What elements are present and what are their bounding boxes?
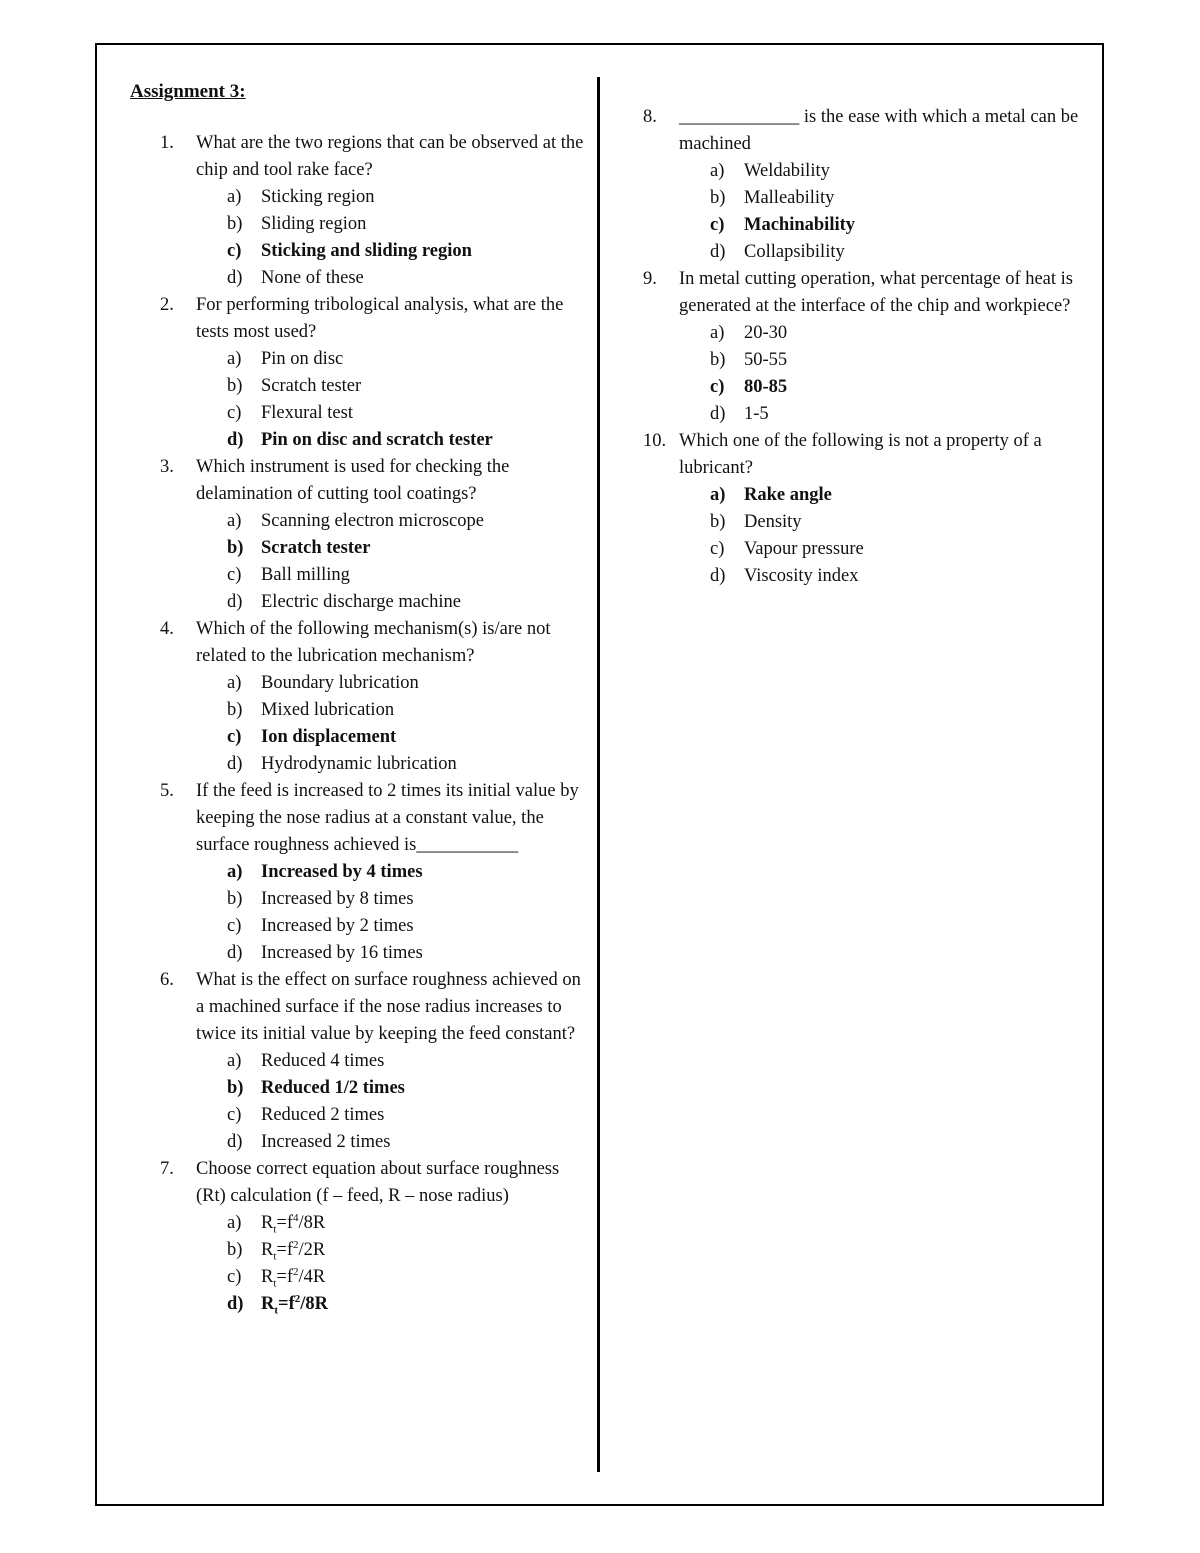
question-number: 7. — [160, 1159, 174, 1179]
option-letter: a) — [710, 161, 725, 181]
option-text: None of these — [261, 268, 364, 288]
option-letter: b) — [227, 1240, 243, 1260]
option-letter: b) — [227, 889, 243, 909]
option-letter: b) — [227, 1078, 244, 1098]
question-text: For performing tribological analysis, what are the tests most used? — [196, 295, 564, 342]
correct-answer — [160, 238, 590, 265]
question-text: Which one of the following is not a property of a lubricant? — [679, 431, 1042, 478]
question-10 — [643, 428, 1083, 590]
question-4 — [160, 616, 590, 778]
question-number: 8. — [643, 107, 657, 127]
option-letter: d) — [227, 1132, 243, 1152]
option-text: Increased by 16 times — [261, 943, 423, 963]
option-text: Increased 2 times — [261, 1132, 391, 1152]
option-text: Increased by 2 times — [261, 916, 414, 936]
option-letter: c) — [227, 727, 242, 747]
option-text: Increased by 8 times — [261, 889, 414, 909]
option-letter: b) — [227, 376, 243, 396]
option-letter: d) — [710, 242, 726, 262]
question-text: Choose correct equation about surface roughness (Rt) calculation (f – feed, R – nose radius) — [196, 1159, 560, 1206]
option-letter: c) — [710, 539, 725, 559]
option-letter: c) — [227, 1105, 242, 1125]
option-letter: a) — [227, 1213, 242, 1233]
question-text: What is the effect on surface roughness achieved on a machined surface if the nose radius increases to twice its initial value by keeping the feed constant? — [196, 970, 581, 1044]
left-column — [160, 130, 590, 1318]
correct-answer — [643, 212, 1083, 239]
question-5 — [160, 778, 590, 967]
question-3 — [160, 454, 590, 616]
correct-answer — [160, 1291, 590, 1318]
option-text: Sticking and sliding region — [261, 241, 472, 261]
option-letter: c) — [227, 565, 242, 585]
option-equation: $R_t=f^2/2R$ — [261, 1238, 326, 1263]
option-text: Sticking region — [261, 187, 375, 207]
correct-answer — [160, 535, 590, 562]
option-text: Ball milling — [261, 565, 350, 585]
question-number: 3. — [160, 457, 174, 477]
option-text: Vapour pressure — [744, 539, 864, 559]
option-text: Scratch tester — [261, 376, 362, 396]
question-text: Which instrument is used for checking the delamination of cutting tool coatings? — [196, 457, 510, 504]
option-letter: d) — [227, 268, 243, 288]
right-column — [643, 104, 1083, 590]
option-text: Pin on disc and scratch tester — [261, 430, 493, 450]
option-letter: a) — [227, 187, 242, 207]
option-text: 80-85 — [744, 377, 788, 397]
option-text: Increased by 4 times — [261, 862, 423, 882]
option-letter: d) — [710, 404, 726, 424]
option-text: Pin on disc — [261, 349, 344, 369]
option-text: Flexural test — [261, 403, 353, 423]
question-number: 2. — [160, 295, 174, 315]
option-text: Malleability — [744, 188, 835, 208]
question-number: 5. — [160, 781, 174, 801]
option-text: Mixed lubrication — [261, 700, 395, 720]
option-text: 1-5 — [744, 404, 769, 424]
option-text: Sliding region — [261, 214, 367, 234]
question-number: 4. — [160, 619, 174, 639]
option-text: Scratch tester — [261, 538, 371, 558]
option-text: Collapsibility — [744, 242, 845, 262]
option-letter: c) — [227, 916, 242, 936]
option-letter: d) — [227, 1294, 244, 1314]
option-equation: $R_t=f^2/8R$ — [261, 1292, 328, 1317]
option-letter: b) — [227, 214, 243, 234]
option-letter: c) — [710, 215, 725, 235]
correct-answer — [160, 1075, 590, 1102]
option-letter: b) — [710, 188, 726, 208]
question-text: In metal cutting operation, what percentage of heat is generated at the interface of the chip and workpiece? — [679, 269, 1074, 316]
option-text: Weldability — [744, 161, 830, 181]
option-letter: c) — [227, 403, 242, 423]
option-letter: a) — [710, 485, 726, 505]
question-text: If the feed is increased to 2 times its initial value by keeping the nose radius at a constant value, the surface roughness achieved is___________ — [196, 781, 579, 855]
option-text: 20-30 — [744, 323, 788, 343]
option-letter: a) — [227, 349, 242, 369]
option-text: Reduced 1/2 times — [261, 1078, 405, 1098]
question-1 — [160, 130, 590, 292]
option-letter: b) — [227, 700, 243, 720]
option-letter: b) — [710, 350, 726, 370]
option-letter: c) — [227, 1267, 242, 1287]
question-number: 6. — [160, 970, 174, 990]
option-letter: a) — [227, 511, 242, 531]
option-letter: d) — [227, 430, 244, 450]
column-divider — [597, 77, 600, 1472]
question-7 — [160, 1156, 590, 1318]
question-text: What are the two regions that can be observed at the chip and tool rake face? — [196, 133, 584, 180]
correct-answer — [160, 859, 590, 886]
option-equation: $R_t=f^4/8R$ — [261, 1211, 326, 1236]
option-letter: d) — [227, 754, 243, 774]
option-letter: d) — [227, 592, 243, 612]
correct-answer — [643, 482, 1083, 509]
option-letter: b) — [227, 538, 244, 558]
correct-answer — [160, 724, 590, 751]
option-letter: c) — [710, 377, 725, 397]
option-letter: a) — [227, 862, 243, 882]
option-letter: d) — [227, 943, 243, 963]
option-text: Machinability — [744, 215, 856, 235]
option-letter: c) — [227, 241, 242, 261]
option-text: 50-55 — [744, 350, 788, 370]
option-equation: $R_t=f^2/4R$ — [261, 1265, 326, 1290]
option-text: Ion displacement — [261, 727, 397, 747]
correct-answer — [643, 374, 1083, 401]
option-text: Boundary lubrication — [261, 673, 419, 693]
question-text: _____________ is the ease with which a metal can be machined — [679, 107, 1079, 154]
question-number: 9. — [643, 269, 657, 289]
question-2 — [160, 292, 590, 454]
option-text: Reduced 2 times — [261, 1105, 385, 1125]
option-text: Rake angle — [744, 485, 832, 505]
option-text: Reduced 4 times — [261, 1051, 385, 1071]
option-text: Viscosity index — [744, 566, 859, 586]
option-text: Electric discharge machine — [261, 592, 461, 612]
question-text: Which of the following mechanism(s) is/are not related to the lubrication mechanism? — [196, 619, 551, 666]
question-number: 1. — [160, 133, 174, 153]
question-9 — [643, 266, 1083, 428]
option-letter: a) — [710, 323, 725, 343]
question-8 — [643, 104, 1083, 266]
option-letter: d) — [710, 566, 726, 586]
option-letter: a) — [227, 1051, 242, 1071]
question-number: 10. — [643, 431, 667, 451]
option-text: Hydrodynamic lubrication — [261, 754, 457, 774]
option-letter: a) — [227, 673, 242, 693]
option-letter: b) — [710, 512, 726, 532]
option-text: Density — [744, 512, 802, 532]
correct-answer — [160, 427, 590, 454]
assignment-title: Assignment 3: — [130, 81, 246, 102]
question-6 — [160, 967, 590, 1156]
option-text: Scanning electron microscope — [261, 511, 484, 531]
